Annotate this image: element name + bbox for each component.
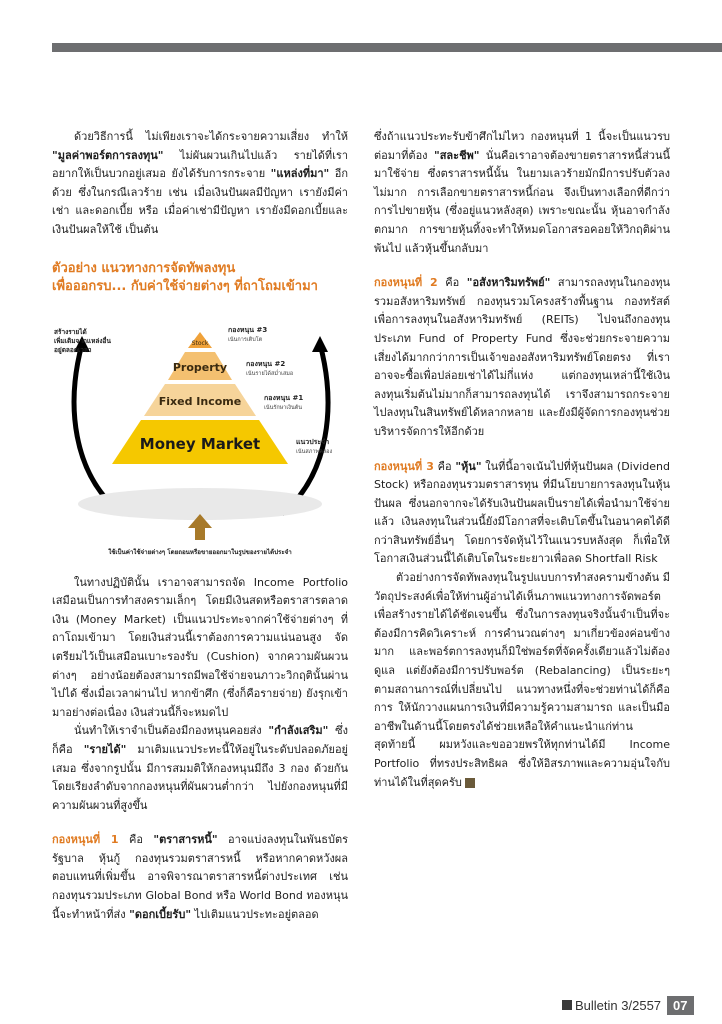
- paragraph-reserve-3: กองหนุนที่ 3 คือ "หุ้น" ในที่นี้อาจเน้นไปที่หุ้นปันผล (Dividend Stock) หรือกองทุนรวมตราสารทุน ที่มีนโยบายการลงทุนในหุ้นปันผล ซึ่งนอกจากจะได้รับเงินปันผลเป็นรายได้เพื่อนำมาใช้จ่ายแล้ว เงินลงทุนในส่วนนี้ยังมีโอกาสที่จะเติบโตขึ้นในอนาคตได้ดีกว่าสินทรัพย์อื่นๆ โดยการจัดหุ้นไว้ในแนวรบหลังสุด ก็เพื่อให้โอกาสเงินส่วนนี้ได้เติบโตในระยะยาวเพื่อลด Shortfall Risk: [374, 459, 670, 566]
- label-money-market: Money Market: [139, 434, 261, 453]
- paragraph-reserve-1-cont: ซึ่งถ้าแนวประทะรับข้าศึกไม่ไหว กองหนุนที่ 1 นี้จะเป็นแนวรบต่อมาที่ต้อง "สละชีพ" นั่นคือเราอาจต้องขายตราสารหนี้ส่วนนี้มาใช้จ่าย ซึ่งตราสารหนี้นั้น ในยามเลวร้ายมักมีการปรับตัวลงไม่มาก การเลือกขายตราสารหนี้ก่อน จึงเป็นทางเลือกที่ดีกว่าการไปขายหุ้น (ซึ่งอยู่แนวหลังสุด) เพราะขณะนั้น หุ้นอาจกำลังตกมาก การขายหุ้นทิ้งจะทำให้หมดโอกาสรอคอยให้วิกฤติผ่านพ้นไป แล้วหุ้นขึ้นกลับมา: [374, 130, 670, 255]
- paragraph-reinforcement: นั่นทำให้เราจำเป็นต้องมีกองหนุนคอยส่ง "กำลังเสริม" ซึ่งก็คือ "รายได้" มาเติมแนวประทะนี้ให้อยู่ในระดับปลอดภัยอยู่เสมอ ซึ่งจากรูปนั้น มีการสมมติให้กองหนุนมีถึง 3 กอง ด้วยกัน โดยเรียงลำดับจากกองหนุนที่ผันผวนต่ำกว่า ไปยังกองหนุนที่มีความผันผวนที่สูงขึ้น: [52, 724, 348, 812]
- bottom-label: ใช้เป็นค่าใช้จ่ายต่างๆ โดยถอนหรือขายออกมาในรูปของรายได้ประจำ: [108, 548, 292, 556]
- figure-title: ตัวอย่าง แนวทางการจัดทัพลงทุน เพื่อออกรบ... กับค่าใช้จ่ายต่างๆ ที่ถาโถมเข้ามา: [52, 260, 318, 294]
- intro-paragraph: ด้วยวิธีการนี้ ไม่เพียงเราจะได้กระจายความเสี่ยง ทำให้ "มูลค่าพอร์ตการลงทุน" ไม่ผันผวนเกินไปแล้ว รายได้ที่เราอยากให้เป็นบวกอยู่เสมอ ยังได้รับการกระจาย "แหล่งที่มา" อีกด้วย ซึ่งในกรณีเลวร้าย เช่น เมื่อเงินปันผลมีปัญหา เรายังมีค่าเช่า และดอกเบี้ย หรือ เมื่อค่าเช่ามีปัญหา เรายังมีดอกเบี้ยและเงินปันผลให้ใช้ เป็นต้น: [52, 130, 348, 236]
- heading-reserve-3: กองหนุนที่ 3: [374, 459, 434, 473]
- left-label-3: อยู่ตลอดเวลา: [54, 345, 92, 354]
- group-desc-2: เน้นรายได้สม่ำเสมอ: [246, 370, 294, 377]
- paragraph-income-portfolio: ในทางปฏิบัตินั้น เราอาจสามารถจัด Income Portfolio เสมือนเป็นการทำสงครามเล็กๆ โดยมีเงินสดหรือตราสารตลาดเงิน (Money Market) เป็นแนวประทะจากค่าใช้จ่ายต่างๆ ที่ถาโถมเข้ามา โดยเงินส่วนนี้เราต้องการความแน่นอนสูง จัดเตรียมไว้เป็นเสมือนเบาะรองรับ (Cushion) จากความผันผวนต่างๆ อย่างน้อยต้องสามารถมีพอใช้จ่ายจนภาวะวิกฤตินั้นผ่านไปได้ ซึ่งเมื่อเวลาผ่านไป หากข้าศึก (ซึ่งก็คือรายจ่าย) ยังรุกเข้ามาอย่างต่อเนื่อง เงินส่วนนี้ก็จะหมดไป: [52, 575, 348, 719]
- label-fixed-income: Fixed Income: [158, 394, 242, 408]
- footer-brand: Bulletin 3/2557: [575, 997, 662, 1013]
- cycle-arrow-right: [282, 344, 328, 514]
- group-desc-3: เน้นการเติบโต: [228, 336, 263, 343]
- heading-reserve-2: กองหนุนที่ 2: [374, 276, 438, 290]
- group-label-3: กองหนุน #3: [228, 325, 268, 334]
- left-label-1: สร้างรายได้: [54, 327, 87, 336]
- paragraph-conclusion: ตัวอย่างการจัดทัพลงทุนในรูปแบบการทำสงครามข้างต้น มีวัตถุประสงค์เพื่อให้ท่านผู้อ่านได้เห็นภาพแนวทางการจัดพอร์ตเพื่อสร้างรายได้ได้ชัดเจนขึ้น ซึ่งในการลงทุนจริงนั้นจำเป็นที่จะต้องมีการคิดวิเคราะห์ การคำนวณต่างๆ มาเกี่ยวข้องค่อนข้างมาก และพอร์ตการลงทุนก็มิใช่พอร์ตที่จัดครั้งเดียวแล้วไม่ต้องดูแล แต่ยังต้องมีการปรับพอร์ต (Rebalancing) เป็นระยะๆ ตามสถานการณ์ที่เปลี่ยนไป แนวทางหนึ่งที่จะช่วยท่านได้ก็คือการ ให้นักวางแผนการเงินที่มีความรู้ความสามารถ และเป็นมืออาชีพในด้านนี้โดยตรงได้ช่วยเหลือให้คำแนะนำแก่ท่าน สุดท้ายนี้ ผมหวังและขออวยพรให้ทุกท่านได้มี Income Portfolio ที่ทรงประสิทธิผล ซึ่งให้อิสรภาพและความอุ่นใจกับท่านได้ในที่สุดครับ: [374, 571, 670, 789]
- footer: [562, 995, 694, 1015]
- group-label-1: กองหนุน #1: [264, 393, 304, 402]
- group-label-front: แนวประจำ: [296, 437, 330, 446]
- pyramid-figure: [52, 304, 348, 564]
- heading-reserve-1: กองหนุนที่ 1: [52, 833, 119, 847]
- group-desc-1: เน้นรักษาเงินต้น: [264, 404, 303, 411]
- end-mark-icon: [465, 778, 475, 788]
- group-desc-front: เน้นสภาพคล่อง: [296, 448, 333, 455]
- bulletin-logo-icon: [562, 1000, 572, 1010]
- group-label-2: กองหนุน #2: [246, 359, 286, 368]
- right-column: [374, 128, 670, 792]
- paragraph-reserve-2: กองหนุนที่ 2 คือ "อสังหาริมทรัพย์" สามารถลงทุนในกองทุนรวมอสังหาริมทรัพย์ กองทุนรวมโครงสร้างพื้นฐาน กองทรัสต์เพื่อการลงทุนในอสังหาริมทรัพย์ (REITs) ไปจนถึงกองทุนประเภท Fund of Property Fund ซึ่งจะช่วยกระจายความเสี่ยงได้มากกว่าการเป็นเจ้าของอสังหาริมทรัพย์โดยตรง ที่เราอาจจะซื้อเพื่อปล่อยเช่าได้ไม่กี่แห่ง แต่กองทุนเหล่านี้ใช้เงินลงทุนเริ่มต้นไม่มากก็สามารถลงทุนได้ เราจึงสามารถกระจายไปลงทุนในสินทรัพย์ได้หลากหลาย และยังมีผู้จัดการกองทุนช่วยบริหารจัดการให้อีกด้วย: [374, 276, 670, 438]
- left-label-2: เพิ่มเติมจากแหล่งอื่น: [54, 336, 111, 345]
- paragraph-reserve-1: กองหนุนที่ 1 คือ "ตราสารหนี้" อาจแบ่งลงทุนในพันธบัตรรัฐบาล หุ้นกู้ กองทุนรวมตราสารหนี้ หรือหากคาดหวังผลตอบแทนที่เพิ่มขึ้น อาจพิจารณาตราสารหนี้ต่างประเทศ เช่น กองทุนรวมประเภท Global Bond หรือ World Bond ทองหนุนนี้จะทำหน้าที่ส่ง "ดอกเบี้ยรับ" ไปเติมแนวประทะอยู่ตลอด: [52, 833, 348, 921]
- page-number: 07: [667, 996, 693, 1015]
- arrow-head-right: [312, 336, 328, 352]
- left-column: [52, 128, 348, 924]
- header-bar: [52, 43, 722, 52]
- pyramid-diagram: [52, 304, 348, 564]
- label-stock: Stock: [191, 339, 209, 347]
- cycle-arrow-left: [74, 344, 122, 514]
- label-property: Property: [172, 360, 228, 374]
